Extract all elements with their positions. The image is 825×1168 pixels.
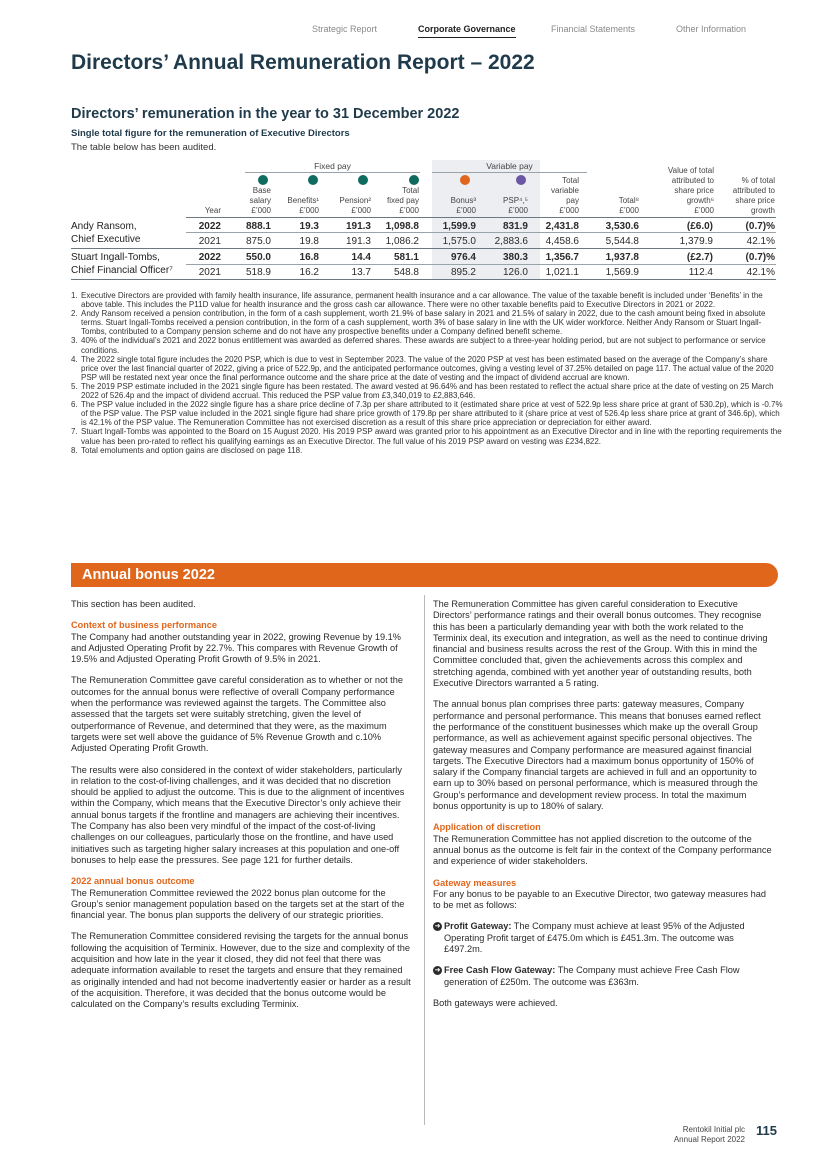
footnote-item: [71, 400, 785, 427]
table-cell: 1,937.8: [605, 252, 639, 263]
paragraph: The annual bonus plan comprises three parts: gateway measures, Company performance and personal performance. This means that bonuses earned reflect the performance of the constituent businesses which make up the overall Group performance, as well as achievement against specific personal objectives. The gateway measures and Company performance are measured against financial targets. The Executive Directors had a maximum bonus opportunity of 150% of salary if the Company financial targets are achieved in full and an opportunity to earn up to 30% based on personal performance, which is measured through the Group’s performance and development review process. In total the maximum bonus opportunity is up to 180% of salary.: [433, 699, 761, 812]
paragraph: The Remuneration Committee has not applied discretion to the outcome of the annual bonus as the outcome is felt fair in the context of the Company performance and experience of wider stakeholders.: [433, 833, 772, 867]
table-cell: 518.9: [245, 267, 271, 278]
table-cell: 2,883.6: [494, 236, 528, 247]
paragraph: The results were also considered in the context of wider stakeholders, particularly in relation to the cost-of-living challenges, and it was decided that no discretion should be applied to adjust the outcome. This is due to the alignment of incentives within the Company, which means that the Executive Director’s only achieve their annual bonus targets if the frontline and managers are achieving their incentives. The Company has also been very mindful of the impact of the cost-of-living challenges on our colleagues, particularly those on the frontline, and have used initiatives such as targeting higher salary increases at this population and one-off bonuses to help ease the pressures. See page 121 for further details.: [71, 764, 405, 865]
footnote-number: 2.: [71, 309, 78, 319]
footnote-item: [71, 336, 785, 354]
table-cell: 550.0: [245, 252, 271, 263]
header-base-salary: Base salary £’000: [249, 186, 271, 215]
right-column: [433, 599, 773, 1019]
footnote-item: [71, 355, 785, 382]
header-total-variable: Total variable pay £’000: [550, 176, 579, 215]
director-name: Stuart Ingall-Tombs, Chief Financial Officer⁷: [71, 252, 173, 276]
table-cell-year: 2021: [198, 267, 221, 278]
table-cell: 895.2: [450, 267, 476, 278]
table-cell: 1,379.9: [679, 236, 713, 247]
footnotes-list: [71, 291, 785, 455]
table-cell: 380.3: [502, 252, 528, 263]
footnote-number: 4.: [71, 354, 78, 364]
column-divider: [424, 595, 425, 1125]
footnote-item: [71, 291, 785, 309]
footnote-text: Andy Ransom received a pension contribution, in the form of a cash supplement, worth 21.9% of base salary in 2021 and 21.5% of salary in 2022, due to the cash amount being fixed in absolute terms. Stuart Ingall-Tombs received a pension contribution, in the form of a cash supplement, worth 3% of base salary in line with the UK wider workforce. Neither Andy Ransom or Stuart Ingall-Tombs, contributed to a Company pension scheme and do not have any prospective benefits under a Company defined benefit scheme.: [81, 309, 766, 337]
table-cell: 1,086.2: [385, 236, 419, 247]
nav-other-information[interactable]: Other Information: [676, 24, 747, 34]
footnote-number: 8.: [71, 445, 78, 455]
table-cell: 126.0: [502, 267, 528, 278]
table-cell-year: 2022: [198, 221, 221, 232]
director-name: Andy Ransom, Chief Executive: [71, 221, 141, 245]
psp-dot: [516, 175, 526, 185]
footnote-number: 3.: [71, 336, 78, 346]
footnote-item: [71, 446, 785, 455]
header-rule: [186, 217, 776, 218]
table-cell: 1,575.0: [442, 236, 476, 247]
table-cell: 19.3: [299, 221, 319, 232]
table-cell: 13.7: [351, 267, 371, 278]
footer-company: Rentokil Initial plc: [682, 1125, 745, 1134]
paragraph: For any bonus to be payable to an Executive Director, two gateway measures had to be met as follows:: [433, 888, 766, 911]
table-cell: 1,569.9: [605, 267, 639, 278]
bonus-dot: [460, 175, 470, 185]
header-pct-share-price: % of total attributed to share price growth: [732, 176, 775, 215]
table-cell: 191.3: [345, 221, 371, 232]
table-cell: 14.4: [351, 252, 371, 263]
table-cell: 42.1%: [746, 267, 775, 278]
left-column: [71, 599, 411, 1021]
table-cell: (0.7)%: [745, 252, 775, 263]
fixed-pay-rule: [245, 172, 420, 173]
row-rule: [71, 279, 776, 280]
footer-report: Annual Report 2022: [673, 1135, 745, 1144]
banner-title: Annual bonus 2022: [82, 567, 215, 583]
paragraph: The Remuneration Committee has given careful consideration to Executive Directors’ performance ratings and their overall bonus outcomes. They recognise this has been a particularly demanding year with both the work related to the Terminix deal, its execution and integration, as well as the need to continue driving financial and business results across the rest of the Group. With this in mind the Committee concluded that, given the achievements across this complex and stretching agenda, combined with yet another year of outstanding results, both Executive Directors warranted a 5 rating.: [433, 599, 768, 689]
heading-discretion: Application of discretion: [433, 822, 541, 833]
table-cell: 5,544.8: [605, 236, 639, 247]
table-cell: 16.2: [299, 267, 319, 278]
table-subtitle: Single total figure for the remuneration of Executive Directors: [71, 128, 350, 139]
footnote-text: Executive Directors are provided with family health insurance, life assurance, permanent health insurance and a car allowance. The value of the taxable benefit is included under ‘Benefits’ in the above table. This includes the P11D value for health insurance and the gross cash car allowance. There were no other taxable benefits paid to Executive Directors in 2021 or 2022.: [81, 291, 763, 310]
header-total-fixed: Total fixed pay £’000: [386, 186, 419, 215]
footnote-text: The PSP value included in the 2022 single figure has a share price decline of 7.3p per share attributed to it (estimated share price at vest of 522.9p less share price at grant of 530.2p), which is -0.7% of the PSP value. The PSP value included in the 2021 single figure had share price growth of 179.8p per share attributed to it (share price at vest of 526.4p less share price at grant of 346.6p), which is 42.1% of the PSP value. The Remuneration Committee has not exercised discretion as a result of this share price appreciation or depreciation for either award.: [81, 400, 783, 428]
header-psp: PSP⁴,⁵ £’000: [503, 196, 528, 215]
header-benefits: Benefits¹ £’000: [287, 196, 319, 215]
audited-statement: This section has been audited.: [71, 599, 196, 609]
paragraph: The Remuneration Committee gave careful consideration as to whether or not the outcomes for the annual bonus were reflective of overall Company performance when the performance was reviewed against the targets. The Committee also assessed that the targets set were suitably stretching, given the level of outperformance of Revenue, and determined that they were, as the maximum targets were set well above the guidance of 5% Revenue Growth and c.10% Adjusted Operating Profit Growth.: [71, 675, 403, 754]
variable-pay-group-label: Variable pay: [486, 161, 533, 171]
heading-context: Context of business performance: [71, 620, 218, 631]
table-cell: 888.1: [245, 221, 271, 232]
arrow-right-icon: ➜: [434, 967, 441, 975]
footnote-number: 6.: [71, 400, 78, 410]
header-year: Year: [204, 206, 221, 215]
table-cell: (0.7)%: [745, 221, 775, 232]
gateway-item-profit: ➜ Profit Gateway: The Company must achieve at least 95% of the Adjusted Operating Profit target of £475.0m which is £451.3m. The outcome was £497.2m.: [434, 921, 745, 955]
footnote-text: Total emoluments and option gains are disclosed on page 118.: [81, 445, 303, 455]
table-cell: 875.0: [245, 236, 271, 247]
table-cell: (£6.0): [686, 221, 713, 232]
table-cell: 581.1: [393, 252, 419, 263]
table-cell-year: 2021: [198, 236, 221, 247]
table-cell: 19.8: [299, 236, 319, 247]
fixed-pay-dot: [358, 175, 368, 185]
arrow-right-icon: ➜: [434, 923, 441, 931]
footnote-number: 1.: [71, 291, 78, 300]
row-rule: [186, 264, 776, 265]
table-cell: 1,356.7: [545, 252, 579, 263]
footer-meta: [674, 1125, 745, 1145]
variable-pay-rule: [432, 172, 587, 173]
nav-strategic-report[interactable]: Strategic Report: [312, 24, 378, 34]
header-value-share-price: Value of total attributed to share price growth⁶ £’000: [667, 166, 714, 215]
table-cell: 548.8: [393, 267, 419, 278]
nav-financial-statements[interactable]: Financial Statements: [551, 24, 636, 34]
table-cell: 1,021.1: [545, 267, 579, 278]
row-rule: [71, 248, 776, 249]
fixed-pay-dot: [409, 175, 419, 185]
footnote-text: 40% of the individual’s 2021 and 2022 bonus entitlement was awarded as deferred shares. These awards are subject to a three-year holding period, but are not subject to performance or service conditions.: [81, 336, 766, 355]
footnote-text: The 2022 single total figure includes the 2020 PSP, which is due to vest in September 2023. The value of the 2020 PSP at vest has been estimated based on the average of the Company’s share price over the last financial quarter of 2022, giving a price of 522.9p, and the anticipated performance outcomes, giving a vesting level of 37.25% detailed on page 117. The actual value of the 2020 PSP will be restated next year once the final performance outcome and the share price at the date of vesting and the impact of dividend accrual are known.: [81, 354, 774, 382]
header-total: Total⁸ £’000: [618, 196, 639, 215]
table-cell-year: 2022: [198, 252, 221, 263]
paragraph: The Remuneration Committee reviewed the 2022 bonus plan outcome for the Group’s senior management population based on the targets set at the start of the financial year. The bonus plan supports the delivery of our strategic priorities.: [71, 887, 405, 921]
table-cell: 976.4: [450, 252, 476, 263]
table-cell: 112.4: [688, 267, 713, 278]
table-cell: 42.1%: [746, 236, 775, 247]
footnote-item: [71, 382, 785, 400]
footnote-text: The 2019 PSP estimate included in the 2021 single figure has been restated. The award vested at 96.64% and has been restated to reflect the actual share price at the date of vesting on 25 March 2022 of 526.4p and the impact of dividend accrual. This reduced the PSP value from £3,340,019 to £2,883,646.: [81, 381, 774, 401]
table-cell: 1,098.8: [385, 221, 419, 232]
table-cell: (£2.7): [686, 252, 713, 263]
table-cell: 4,458.6: [545, 236, 579, 247]
gateway-item-cashflow: ➜ Free Cash Flow Gateway: The Company must achieve Free Cash Flow generation of £250m. The outcome was £363m.: [434, 965, 740, 987]
section-title: Directors’ remuneration in the year to 31 December 2022: [71, 106, 460, 122]
footnote-number: 7.: [71, 427, 78, 437]
fixed-pay-group-label: Fixed pay: [314, 161, 351, 171]
page-title: Directors’ Annual Remuneration Report – 2022: [71, 51, 535, 74]
table-cell: 16.8: [299, 252, 319, 263]
footnote-text: Stuart Ingall-Tombs was appointed to the Board on 15 August 2020. His 2019 PSP award was granted prior to his appointment as an Executive Director and in line with the reporting requirements the value has been pro-rated to reflect his qualifying earnings as an Executive Director. The full value of his 2019 PSP award on vesting was £234,822.: [81, 427, 782, 446]
table-cell: 3,530.6: [605, 221, 639, 232]
paragraph: Both gateways were achieved.: [433, 997, 558, 1008]
table-cell: 191.3: [345, 236, 371, 247]
fixed-pay-dot: [308, 175, 318, 185]
fixed-pay-dot: [258, 175, 268, 185]
nav-corporate-governance[interactable]: Corporate Governance: [418, 24, 516, 38]
table-cell: 831.9: [502, 221, 528, 232]
footnote-item: [71, 427, 785, 445]
header-pension: Pension² £’000: [339, 196, 371, 215]
paragraph: The Company had another outstanding year in 2022, growing Revenue by 19.1% and Adjusted Operating Profit by 22.7%. This compares with Revenue Growth of 19.5% and Adjusted Operating Profit Growth of 9.5% in 2021.: [71, 631, 401, 665]
heading-outcome: 2022 annual bonus outcome: [71, 876, 195, 887]
page-number: 115: [756, 1123, 777, 1138]
footnote-item: [71, 309, 785, 336]
audited-note: The table below has been audited.: [71, 142, 217, 153]
paragraph: The Remuneration Committee considered revising the targets for the annual bonus following the acquisition of Terminix. However, due to the size and complexity of the acquisition and how late in the year it closed, they did not feel that there was adequate information available to reset the targets and ensure that they remained as originally intended and had not become inadvertently easier or harder as a result of the acquisition. Therefore, it was decided that the bonus outcome would be calculated on the Company’s results excluding Terminix.: [71, 931, 411, 1010]
section-banner: [71, 563, 778, 587]
footnote-number: 5.: [71, 381, 78, 391]
header-bonus: Bonus³ £’000: [450, 196, 476, 215]
heading-gateway: Gateway measures: [433, 877, 517, 888]
table-cell: 2,431.8: [545, 221, 579, 232]
table-cell: 1,599.9: [442, 221, 476, 232]
